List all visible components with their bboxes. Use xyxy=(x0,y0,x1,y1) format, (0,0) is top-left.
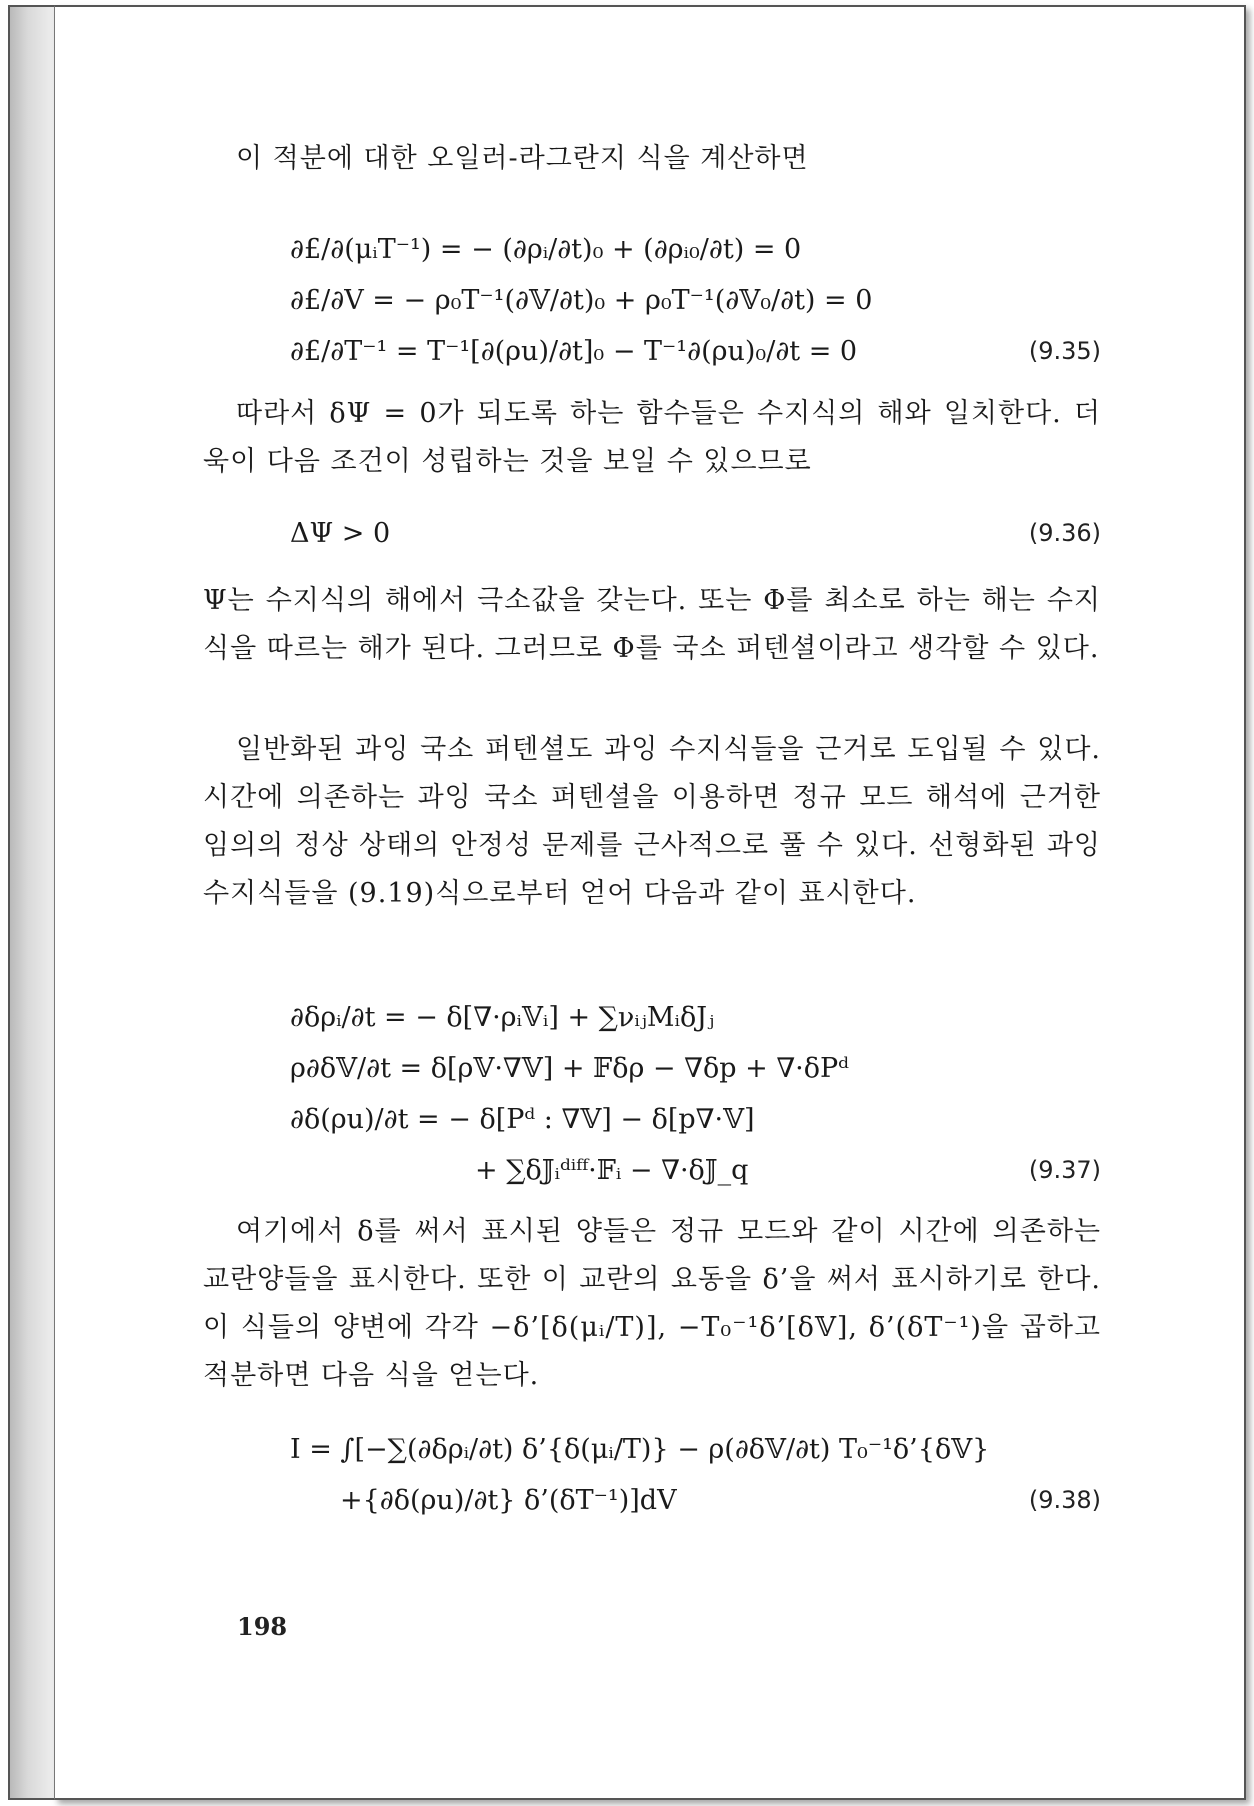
equation-number: (9.35) xyxy=(1028,337,1101,365)
intro-paragraph xyxy=(203,135,1101,183)
equation-line-text: ∂δρᵢ/∂t = − δ[∇·ρᵢ𝕍ᵢ] + ∑νᵢⱼMᵢδJⱼ xyxy=(290,1002,715,1033)
equation-9-37 xyxy=(290,992,1101,1196)
paragraph-text: Ψ는 수지식의 해에서 극소값을 갖는다. 또는 Φ를 최소로 하는 해는 수지식을 따르는 해가 된다. 그러므로 Φ를 국소 퍼텐셜이라고 생각할 수 있다. xyxy=(203,585,1101,664)
equation-line xyxy=(290,224,1101,275)
equation-line-text: ∂£/∂T⁻¹ = T⁻¹[∂(ρu)/∂t]₀ − T⁻¹∂(ρu)₀/∂t = 0 xyxy=(290,336,858,367)
page-number: 198 xyxy=(237,1612,288,1641)
paragraph-text: 여기에서 δ를 써서 표시된 양들은 정규 모드와 같이 시간에 의존하는 교란양들을 표시한다. 또한 이 교란의 요동을 δ’을 써서 표시하기로 한다. 이 식들의 양변에 각각 −δ’[δ(μᵢ/T)], −T₀⁻¹δ’[δ𝕍], δ’(δT⁻¹)을 곱하고 적분하면 다음 식을 얻는다. xyxy=(203,1216,1101,1391)
equation-9-36 xyxy=(290,508,1101,559)
equation-line xyxy=(290,1424,1101,1475)
paragraph-text: 일반화된 과잉 국소 퍼텐셜도 과잉 수지식들을 근거로 도입될 수 있다. 시간에 의존하는 과잉 국소 퍼텐셜을 이용하면 정규 모드 해석에 근거한 임의의 정상 상태의 안정성 문제를 근사적으로 풀 수 있다. 선형화된 과잉 수지식들을 (9.19)식으로부터 얻어 다음과 같이 표시한다. xyxy=(203,734,1101,909)
equation-line xyxy=(290,1043,1101,1094)
equation-line xyxy=(290,1094,1101,1145)
equation-line xyxy=(290,275,1101,326)
equation-line xyxy=(290,992,1101,1043)
paragraph-2 xyxy=(203,577,1101,673)
equation-line-text: ΔΨ > 0 xyxy=(290,518,391,549)
equation-line-text: I = ∫[−∑(∂δρᵢ/∂t) δ’{δ(μᵢ/T)} − ρ(∂δ𝕍/∂t) T₀⁻¹δ’{δ𝕍} xyxy=(290,1434,990,1465)
equation-line-text: + ∑δ𝕁ᵢᵈⁱᶠᶠ·𝔽ᵢ − ∇·δ𝕁_q xyxy=(475,1155,749,1186)
equation-line-text: ρ∂δ𝕍/∂t = δ[ρ𝕍·∇𝕍] + 𝔽δρ − ∇δp + ∇·δPᵈ xyxy=(290,1053,849,1084)
intro-line: 이 적분에 대한 오일러-라그란지 식을 계산하면 xyxy=(236,143,809,174)
equation-number: (9.36) xyxy=(1028,519,1101,547)
paragraph-1 xyxy=(203,390,1101,486)
equation-line-text: ∂£/∂V = − ρ₀T⁻¹(∂𝕍/∂t)₀ + ρ₀T⁻¹(∂𝕍₀/∂t) = 0 xyxy=(290,285,873,316)
equation-line xyxy=(290,1475,1101,1526)
equation-line-text: +{∂δ(ρu)/∂t} δ’(δT⁻¹)]dV xyxy=(340,1485,677,1516)
equation-line-text: ∂£/∂(μᵢT⁻¹) = − (∂ρᵢ/∂t)₀ + (∂ρᵢ₀/∂t) = 0 xyxy=(290,234,802,265)
paragraph-3 xyxy=(203,726,1101,918)
equation-line xyxy=(290,1145,1101,1196)
equation-line xyxy=(290,508,1101,559)
equation-line-text: ∂δ(ρu)/∂t = − δ[Pᵈ : ∇𝕍] − δ[p∇·𝕍] xyxy=(290,1104,755,1135)
equation-9-38 xyxy=(290,1424,1101,1526)
book-spine-edge xyxy=(8,5,56,1800)
equation-number: (9.37) xyxy=(1028,1156,1101,1184)
equation-number: (9.38) xyxy=(1028,1486,1101,1514)
equation-line xyxy=(290,326,1101,377)
paragraph-4 xyxy=(203,1208,1101,1400)
equation-9-35 xyxy=(290,224,1101,377)
paragraph-text: 따라서 δΨ = 0가 되도록 하는 함수들은 수지식의 해와 일치한다. 더욱이 다음 조건이 성립하는 것을 보일 수 있으므로 xyxy=(203,398,1101,477)
